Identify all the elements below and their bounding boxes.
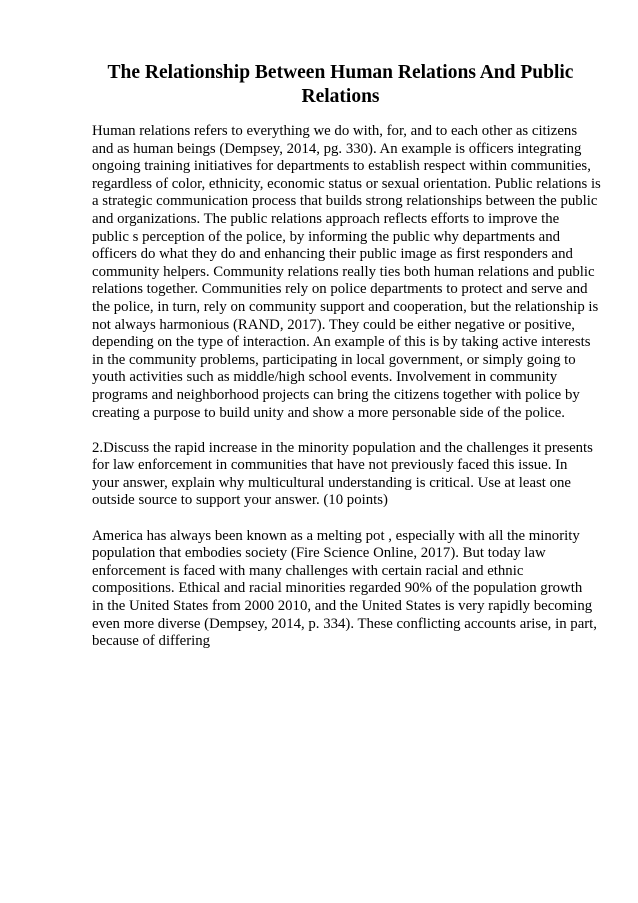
paragraph bbox=[92, 440, 612, 510]
text-line: a strategic communication process that builds strong relationships between the public bbox=[92, 193, 598, 210]
text-line: the police, in turn, rely on community support and cooperation, but the relationship is bbox=[92, 298, 599, 315]
text-line: relations together. Communities rely on police departments to protect and serve and bbox=[92, 281, 588, 298]
text-line: not always harmonious (RAND, 2017). They could be either negative or positive, bbox=[92, 316, 575, 333]
text-line: creating a purpose to build unity and show a more personable side of the police. bbox=[92, 404, 565, 421]
text-line: in the United States from 2000 2010, and the United States is very rapidly becoming bbox=[92, 598, 593, 615]
text-line: regardless of color, ethnicity, economic status or sexual orientation. Public relations is bbox=[92, 175, 601, 192]
text-line: officers do what they do and enhancing their public image as first responders and bbox=[92, 246, 573, 263]
text-line: enforcement is faced with many challenges with certain racial and ethnic bbox=[92, 562, 524, 579]
text-line: outside source to support your answer. (10 points) bbox=[92, 492, 388, 509]
text-line: in the community problems, participating in local government, or simply going to bbox=[92, 351, 576, 368]
text-line: your answer, explain why multicultural understanding is critical. Use at least one bbox=[92, 474, 571, 491]
text-line: programs and neighborhood projects can bring the citizens together with police by bbox=[92, 386, 580, 403]
text-line: community helpers. Community relations really ties both human relations and public bbox=[92, 263, 595, 280]
text-line: ongoing training initiatives for departments to establish respect within communities, bbox=[92, 158, 591, 175]
text-line: compositions. Ethical and racial minorities regarded 90% of the population growth bbox=[92, 580, 583, 597]
text-line: because of differing bbox=[92, 633, 211, 650]
text-line: even more diverse (Dempsey, 2014, p. 334). These conflicting accounts arise, in part, bbox=[92, 615, 597, 632]
paragraph bbox=[92, 528, 612, 651]
text-line: and as human beings (Dempsey, 2014, pg. 330). An example is officers integrating bbox=[92, 140, 582, 157]
text-line: Human relations refers to everything we do with, for, and to each other as citizens bbox=[92, 123, 578, 139]
text-line: youth activities such as middle/high school events. Involvement in community bbox=[92, 369, 558, 386]
document-body bbox=[92, 123, 612, 651]
text-line: public s perception of the police, by informing the public why departments and bbox=[92, 228, 561, 245]
text-line: and organizations. The public relations approach reflects efforts to improve the bbox=[92, 210, 560, 227]
text-line: depending on the type of interaction. An example of this is by taking active interests bbox=[92, 334, 591, 351]
paragraph bbox=[92, 123, 612, 422]
text-line: America has always been known as a melting pot , especially with all the minority bbox=[92, 527, 580, 544]
document-title: The Relationship Between Human Relations And Public Relations bbox=[107, 62, 574, 107]
text-line: for law enforcement in communities that have not previously faced this issue. In bbox=[92, 457, 568, 474]
text-line: 2.Discuss the rapid increase in the minority population and the challenges it presents bbox=[92, 439, 593, 456]
text-line: population that embodies society (Fire Science Online, 2017). But today law bbox=[92, 545, 546, 562]
